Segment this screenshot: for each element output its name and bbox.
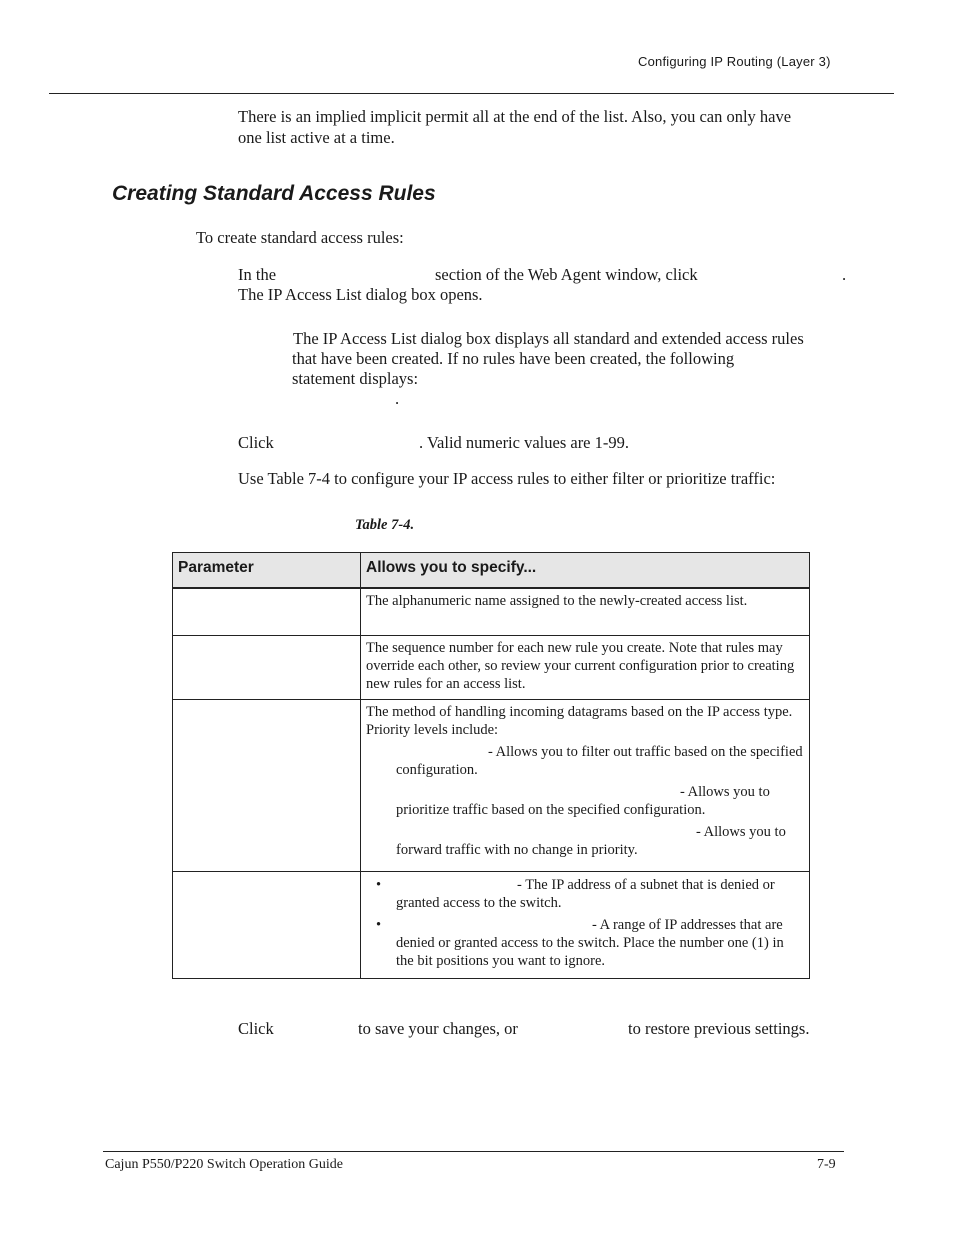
intro-line-2: one list active at a time.: [238, 128, 395, 147]
step4-text-c: to restore previous settings.: [628, 1019, 810, 1038]
access-type-intro: The method of handling incoming datagrams based on the IP access type. Priority levels include:: [366, 703, 793, 738]
step2-text-a: Click: [238, 433, 274, 452]
footer-rule: [103, 1151, 844, 1152]
note-line-4: .: [395, 389, 400, 408]
header-rule: [49, 93, 894, 94]
note-line-1: The IP Access List dialog box displays all standard and extended access rules: [293, 329, 804, 348]
access-type-item: - Allows you to forward traffic with no change in priority.: [396, 823, 786, 858]
step1-text-a: In the: [238, 265, 277, 284]
step2-text-b: . Valid numeric values are 1-99.: [419, 433, 630, 452]
access-type-item: - Allows you to filter out traffic based on the specified configuration.: [396, 743, 803, 778]
footer-title: Cajun P550/P220 Switch Operation Guide: [105, 1157, 343, 1172]
table-cell-description: The sequence number for each new rule you create. Note that rules may override each other, so review your current configuration prior to creating new rules for an access list.: [361, 635, 810, 699]
note-line-3: statement displays:: [292, 369, 419, 388]
table-cell-parameter: [173, 699, 361, 871]
footer-page-number: 7-9: [817, 1157, 836, 1172]
intro-line-1: There is an implied implicit permit all at the end of the list. Also, you can only have: [238, 107, 792, 126]
bullet-icon: •: [376, 916, 382, 933]
address-bullet-text: - The IP address of a subnet that is denied or granted access to the switch.: [396, 876, 775, 911]
section-lead: To create standard access rules:: [196, 228, 404, 247]
table-cell-parameter: [173, 871, 361, 978]
table-header-row: [173, 553, 810, 589]
table-row: [173, 635, 810, 699]
note-line-2: that have been created. If no rules have been created, the following: [292, 349, 735, 368]
step1-text-b: section of the Web Agent window, click: [435, 265, 698, 284]
table-caption: Table 7-4.: [355, 517, 415, 533]
access-type-item: - Allows you to prioritize traffic based on the specified configuration.: [396, 783, 770, 818]
table-row: [173, 871, 810, 978]
table-cell-parameter: [173, 635, 361, 699]
table-header-parameter: Parameter: [173, 553, 361, 589]
parameter-table: [172, 552, 810, 979]
section-title: Creating Standard Access Rules: [112, 182, 436, 205]
table-cell-description: [361, 699, 810, 871]
step1-text-c: .: [842, 265, 847, 284]
running-header: Configuring IP Routing (Layer 3): [638, 54, 831, 69]
step1-line-2: The IP Access List dialog box opens.: [238, 285, 483, 304]
step4-text-a: Click: [238, 1019, 274, 1038]
address-bullet-text: - A range of IP addresses that are denied or granted access to the switch. Place the number one (1) in the bit positions you want to ignore.: [396, 916, 784, 969]
bullet-icon: •: [376, 876, 382, 893]
table-row: [173, 699, 810, 871]
table-cell-description: The alphanumeric name assigned to the newly-created access list.: [361, 588, 810, 635]
address-bullet-item: [366, 916, 804, 970]
table-header-description: Allows you to specify...: [361, 553, 810, 589]
table-cell-description: [361, 871, 810, 978]
address-bullet-item: [366, 876, 804, 912]
step3-text: Use Table 7-4 to configure your IP access rules to either filter or prioritize traffic:: [238, 469, 776, 488]
table-row: [173, 588, 810, 635]
step4-text-b: to save your changes, or: [358, 1019, 518, 1038]
table-cell-parameter: [173, 588, 361, 635]
